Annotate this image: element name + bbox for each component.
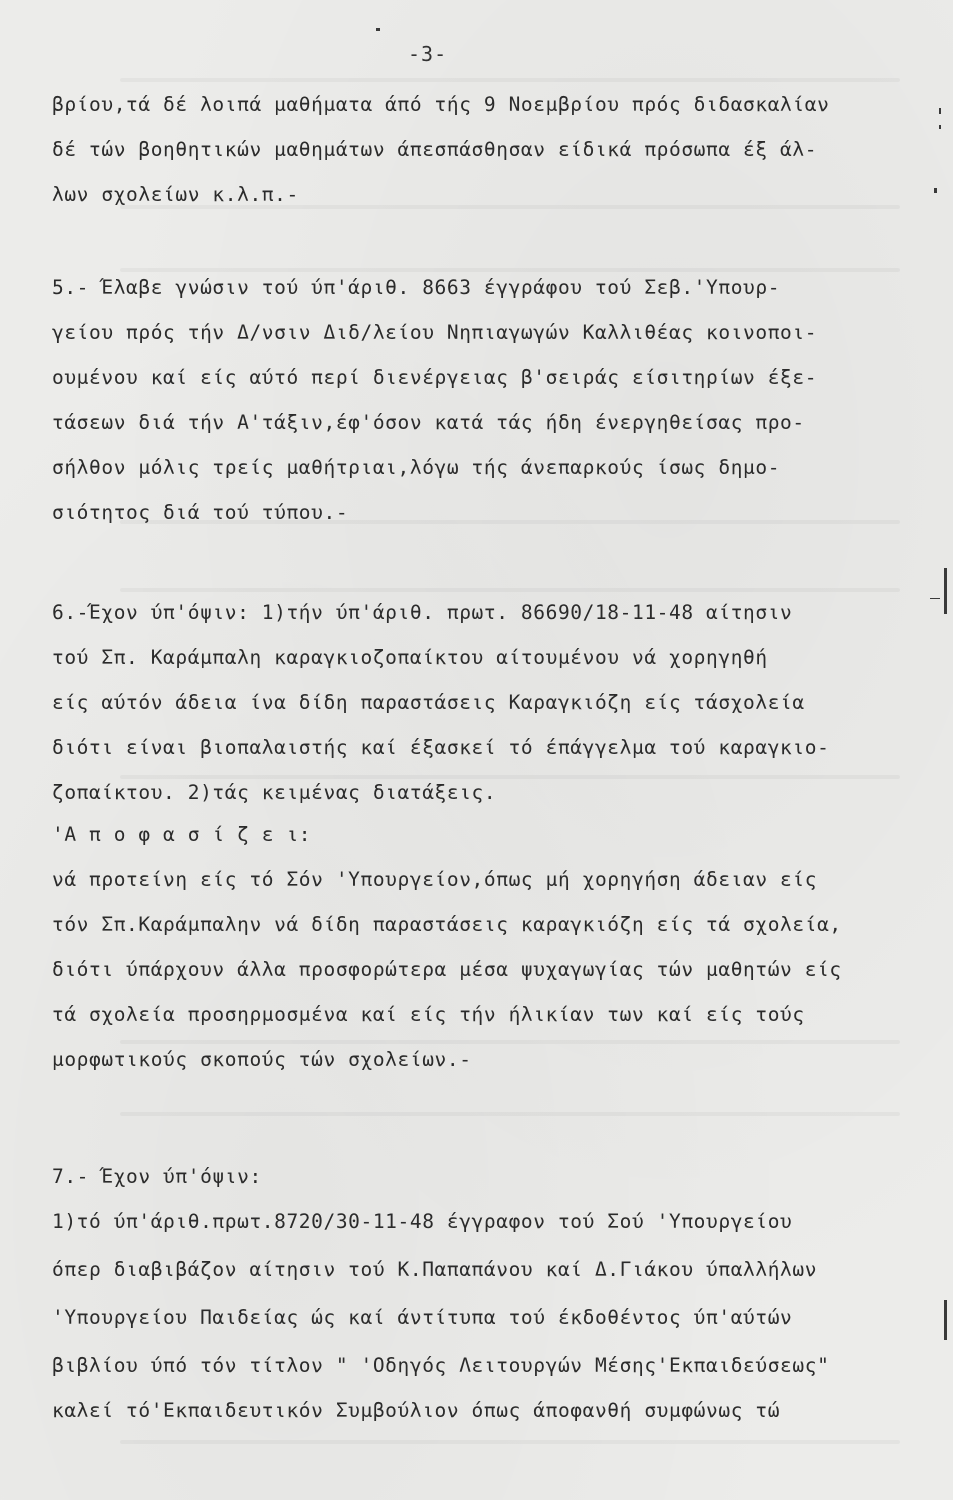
text-line: είς αύτόν άδεια ίνα δίδη παραστάσεις Καραγκιόζη είς τάσχολεία	[52, 691, 805, 714]
text-line: 6.-Έχον ύπ'όψιν: 1)τήν ύπ'άριθ. πρωτ. 86690/18-11-48 αίτησιν	[52, 601, 793, 624]
scan-mark	[939, 108, 941, 114]
text-line: σήλθον μόλις τρείς μαθήτριαι,λόγω τής άνεπαρκούς ίσως δημο-	[52, 456, 781, 479]
text-line: τόν Σπ.Καράμπαλην νά δίδη παραστάσεις καραγκιόζη είς τά σχολεία,	[52, 913, 842, 936]
text-line: μορφωτικούς σκοπούς τών σχολείων.-	[52, 1048, 472, 1071]
text-line: διότι είναι βιοπαλαιστής καί έξασκεί τό έπάγγελμα τού καραγκιο-	[52, 736, 830, 759]
text-line: νά προτείνη είς τό Σόν 'Υπουργείον,όπως μή χορηγήση άδειαν είς	[52, 868, 818, 891]
scan-mark	[930, 598, 940, 599]
text-line: 'Υπουργείου Παιδείας ώς καί άντίτυπα τού έκδοθέντος ύπ'αύτών	[52, 1306, 793, 1329]
text-line: 1)τό ύπ'άριθ.πρωτ.8720/30-11-48 έγγραφον τού Σού 'Υπουργείου	[52, 1210, 793, 1233]
bleed-through-band	[120, 268, 900, 272]
text-line: βιβλίου ύπό τόν τίτλον " 'Οδηγός Λειτουργών Μέσης'Εκπαιδεύσεως"	[52, 1354, 830, 1377]
page-number: -3-	[408, 42, 448, 66]
text-line: ζοπαίκτου. 2)τάς κειμένας διατάξεις.	[52, 781, 497, 804]
scan-mark	[934, 188, 937, 193]
bleed-through-band	[120, 78, 900, 82]
scan-mark	[944, 568, 947, 614]
text-line: διότι ύπάρχουν άλλα προσφορώτερα μέσα ψυχαγωγίας τών μαθητών είς	[52, 958, 842, 981]
scan-mark	[376, 28, 380, 31]
bleed-through-band	[120, 1112, 900, 1116]
text-line: δέ τών βοηθητικών μαθημάτων άπεσπάσθησαν είδικά πρόσωπα έξ άλ-	[52, 138, 818, 161]
text-line: σιότητος διά τού τύπου.-	[52, 501, 349, 524]
text-line: γείου πρός τήν Δ/νσιν Διδ/λείου Νηπιαγωγών Καλλιθέας κοινοποι-	[52, 321, 818, 344]
text-line: 5.- Έλαβε γνώσιν τού ύπ'άριθ. 8663 έγγράφου τού Σεβ.'Υπουρ-	[52, 276, 781, 299]
text-line: τάσεων διά τήν Α'τάξιν,έφ'όσον κατά τάς ήδη ένεργηθείσας προ-	[52, 411, 805, 434]
text-line: τά σχολεία προσηρμοσμένα καί είς τήν ήλικίαν των καί είς τούς	[52, 1003, 805, 1026]
bleed-through-band	[120, 775, 900, 779]
resolution-heading: 'Α π ο φ α σ ί ζ ε ι:	[52, 823, 312, 846]
bleed-through-band	[120, 1040, 900, 1044]
text-line: 7.- Έχον ύπ'όψιν:	[52, 1165, 262, 1188]
bleed-through-band	[120, 588, 900, 592]
text-line: βρίου,τά δέ λοιπά μαθήματα άπό τής 9 Νοεμβρίου πρός διδασκαλίαν	[52, 93, 830, 116]
text-line: όπερ διαβιβάζον αίτησιν τού Κ.Παπαπάνου καί Δ.Γιάκου ύπαλλήλων	[52, 1258, 818, 1281]
bleed-through-band	[120, 1440, 900, 1444]
text-line: λων σχολείων κ.λ.π.-	[52, 183, 299, 206]
scan-mark	[944, 1300, 947, 1340]
scan-mark	[939, 125, 941, 129]
text-line: ουμένου καί είς αύτό περί διενέργειας β'σειράς είσιτηρίων έξε-	[52, 366, 818, 389]
text-line: καλεί τό'Εκπαιδευτικόν Συμβούλιον όπως άποφανθή συμφώνως τώ	[52, 1399, 781, 1422]
text-line: τού Σπ. Καράμπαλη καραγκιοζοπαίκτου αίτουμένου νά χορηγηθή	[52, 646, 768, 669]
